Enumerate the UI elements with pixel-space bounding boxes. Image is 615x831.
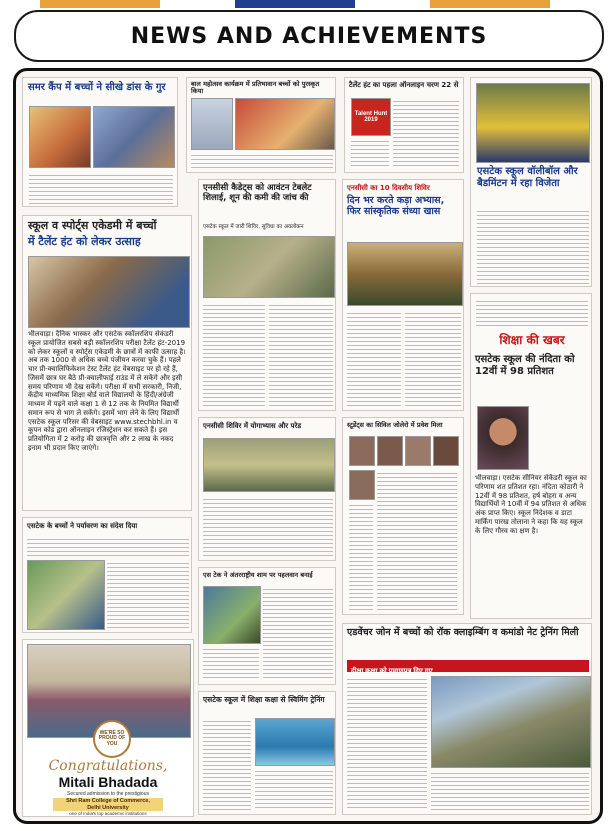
clipping-body-text	[255, 768, 333, 810]
clipping-headline: एनसीसी कैडेट्स को आवंटन टेबलेट शिलाई, शून की कमी की जांच की	[203, 183, 312, 203]
clipping-shiksha-ki-khabar	[470, 293, 592, 619]
clipping-ncc-camp	[342, 179, 464, 411]
clipping-body-text	[27, 536, 189, 556]
clipping-headline: एसटेक स्कूल वॉलीबॉल और बैडमिंटन में रहा विजेता	[477, 166, 578, 189]
clipping-body-text	[269, 302, 333, 406]
title-banner	[14, 10, 604, 62]
clipping-body-text	[476, 298, 588, 328]
clipping-body-text	[347, 310, 401, 406]
clipping-talent-hunt	[344, 77, 464, 173]
clipping-headline: बाल महोत्सव कार्यक्रम में प्रतिभावान बच्चों को पुरस्कृत किया	[191, 80, 320, 96]
clipping-body-text	[203, 496, 333, 556]
clipping-kicker: एनसीसी का 10 दिवसीय शिविर	[347, 184, 430, 192]
clipping-photo	[235, 98, 335, 150]
clipping-headline: एडवेंचर जोन में बच्चों को रॉक क्लाइम्बिंग व कमांडो नेट ट्रेनिंग मिली	[347, 627, 579, 638]
clipping-body-text	[351, 138, 389, 168]
clipping-subheadline: दीक्षा कक्षा को प्रमाणपत्र दिए गए	[351, 668, 433, 675]
clipping-photo	[203, 236, 335, 298]
clipping-swimming	[198, 691, 336, 815]
clipping-photo	[29, 106, 91, 168]
talent-hunt-badge: Talent Hunt 2019	[354, 111, 388, 123]
clipping-headline: एनसीसी शिविर में योगाभ्यास और परेड	[203, 422, 302, 430]
talent-hunt-logo	[351, 98, 391, 136]
clipping-volleyball	[470, 77, 592, 287]
clipping-photo	[203, 438, 335, 492]
clipping-headline-line1: स्कूल व स्पोर्ट्स एकेडमी में बच्चों	[28, 219, 157, 232]
student-photo	[349, 470, 375, 500]
college-name-line1: Shri Ram College of Commerce,	[66, 798, 150, 804]
clipping-body-text	[405, 310, 461, 406]
clipping-headline: एसटेक स्कूल की नंदिता को 12वीं में 98 प्रतिशत	[475, 354, 575, 377]
clipping-photo	[347, 242, 463, 306]
clipping-ncc-yoga	[198, 417, 336, 561]
clipping-body-text	[203, 718, 251, 810]
clipping-headline: दिन भर करते कड़ा अभ्यास, फिर सांस्कृतिक संध्या खास	[347, 195, 445, 217]
congratulations-heading: Congratulations,	[48, 758, 168, 774]
clipping-headline: समर कैंप में बच्चों ने सीखे डांस के गुर	[28, 82, 166, 93]
clipping-subhead-band	[347, 660, 589, 675]
clipping-body-text	[349, 502, 373, 610]
clipping-body-text	[29, 172, 173, 204]
clipping-headline: स्टूडेंट्स का सिविल जोलेरो में प्रवेश मिला	[347, 421, 443, 429]
college-band	[53, 798, 163, 811]
clipping-body-text	[347, 676, 427, 810]
admission-text: Secured admission to the prestigious	[67, 791, 149, 797]
clipping-photo	[28, 256, 190, 328]
clipping-ncc-tablet	[198, 179, 336, 411]
page-title: NEWS AND ACHIEVEMENTS	[130, 23, 488, 49]
clipping-body-text	[477, 208, 589, 284]
news-collage	[13, 68, 603, 824]
clipping-sports-academy	[22, 215, 192, 511]
college-name-line2: Delhi University	[87, 804, 129, 811]
proud-badge-text: WE'RE SO PROUD OF YOU	[98, 730, 126, 747]
clipping-body-text	[393, 98, 459, 168]
clipping-environment-message	[22, 517, 192, 633]
clipping-body-text	[203, 302, 265, 406]
clipping-headline: एस टेक ने अंतरराष्ट्रीय शाम पर पहलवान बनाई	[203, 571, 313, 579]
student-photo	[405, 436, 431, 466]
student-photo	[377, 436, 403, 466]
clipping-headline: एसटेक के बच्चों ने पर्यावरण का संदेश दिया	[27, 522, 138, 530]
congratulations-card	[22, 639, 194, 817]
clipping-body-text	[263, 586, 333, 680]
student-photo	[349, 436, 375, 466]
clipping-summer-camp	[22, 77, 178, 207]
clipping-tree-message	[198, 567, 336, 685]
student-name: Mitali Bhadada	[58, 774, 158, 790]
clipping-headline-line2: में टैलेंट हंट को लेकर उत्साह	[28, 235, 141, 248]
top-color-strip	[0, 0, 615, 8]
clipping-body-text	[431, 770, 589, 810]
proud-badge	[93, 720, 131, 758]
clipping-body-text: भीलवाड़ा। दैनिक भास्कर और एसटेक स्कॉलरशिप सेकंडरी स्कूल प्रायोजित सबसे बड़ी स्कॉलरशिप परीक्षा टैलेंट हंट-2019 को लेकर स्कूलों व स्पोर्ट्स एकेडमी के छात्रों में काफी उत्साह है। अब तक 1000 से अधिक बच्चे पंजीयन करवा चुके हैं। पहले चार प्री-क्वालिफिकेशन टेस्ट टैलेंट हंट वेबसाइट पर हो रहे हैं, जिसमें छात्र घर बैठे प्री-क्वालीफाई राउंड में ले सकेंगे और इसी समय परिणाम भी देख सकेंगे। परीक्षा में सभी सरकारी, निजी, केंद्रीय माध्यमिक शिक्षा बोर्ड वाले विद्यालयों के हिंदी/अंग्रेजी माध्यम में पढ़ने वाले कक्षा 1 से 12 तक के नियमित विद्यार्थी समान रूप से भाग ले सकेंगे। इसमें भाग लेने के लिए विद्यार्थी एसटेक स्कूल परिसर की वेबसाइट www.stechbhl.in व कूपन कोड द्वारा ऑनलाइन रजिस्ट्रेशन कर सकते हैं। इस प्रतियोगिता में 2 करोड़ की छात्रवृत्ति और 2 लाख के नकद इनाम भी प्रदान किए जाएंगे।	[28, 330, 186, 452]
clipping-body-text	[377, 470, 457, 610]
clipping-headline: टैलेंट हंट का पहला ऑनलाइन चरण 22 से	[349, 81, 459, 89]
swimming-pool-photo	[255, 718, 335, 766]
clipping-prize-distribution	[186, 77, 336, 173]
clipping-photo	[476, 83, 590, 163]
clipping-body-text: भीलवाड़ा। एसटेक सीनियर सेकेंडरी स्कूल का परिणाम शत प्रतिशत रहा। नंदिता कोठारी ने 12वीं में 98 प्रतिशत, हर्ष बोहरा व अन्य विद्यार्थियों ने 10वीं में 94 प्रतिशत से अधिक अंक प्राप्त किए। स्कूल निदेशक व डाटा मार्किंग पारख तोलाना ने कहा कि यह स्कूल के लिए गौरव का क्षण है।	[475, 474, 587, 535]
clipping-meritorious-students	[342, 417, 464, 615]
clipping-masthead: शिक्षा की खबर	[499, 333, 565, 347]
clipping-photo	[203, 586, 261, 644]
clipping-photo	[27, 560, 105, 630]
clipping-subheadline: एसटेक स्कूल में जारी शिविर, सुविधा का अवलोकन	[203, 224, 304, 230]
college-note: one of India's top academic institutions	[69, 811, 147, 816]
clipping-adventure-zone	[342, 623, 592, 815]
mountain-photo	[431, 676, 591, 768]
clipping-headline: एसटेक स्कूल में शिक्षा कक्षा से स्विमिंग ट्रेनिंग	[203, 695, 325, 704]
clipping-body-text	[107, 560, 189, 628]
clipping-body-text	[191, 152, 333, 170]
clipping-body-text	[203, 646, 259, 680]
student-photo	[477, 406, 529, 470]
student-photo	[433, 436, 459, 466]
clipping-photo	[93, 106, 175, 168]
clipping-photo	[191, 98, 233, 150]
